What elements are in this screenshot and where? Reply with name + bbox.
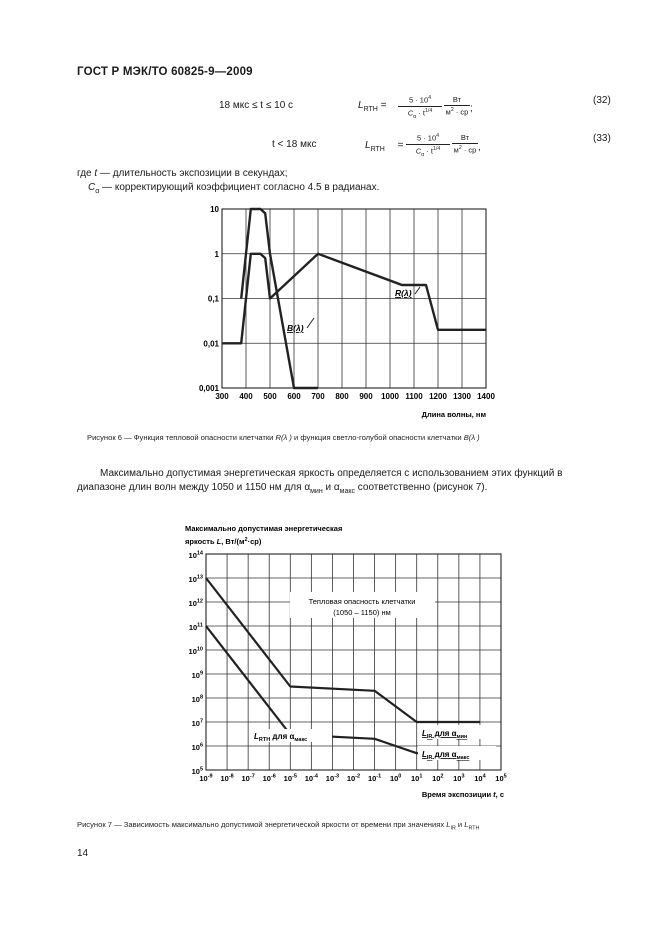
equation-33-number: (33) [593,133,611,144]
figure7-x-tick-label: $10^{-6}$ [262,773,276,783]
figure7-y-tick-label: $10^{11}$ [188,622,203,632]
figure7-y-tick-label: $10^6$ [191,742,203,752]
figure7-label-ir-amax: $L_{IR}$ для $\alpha_{макс}$ [422,750,470,761]
figure6-x-tick-label: 600 [287,392,301,401]
figure6-y-tick-labels [199,205,220,393]
units-denominator: $м^2$ · ср [453,145,477,155]
figure7-annotation-thermal-2: (1050 – 1150) нм [333,608,391,617]
figure7-y-tick-label: $10^{13}$ [188,574,203,584]
figure7-x-tick-label: $10^{-3}$ [325,773,340,783]
figure6-label-r-leader [415,287,420,294]
figure6-x-tick-label: 400 [239,392,253,401]
figure7-y-tick-label: $10^7$ [191,718,203,728]
figure7-x-tick-labels [199,774,506,784]
figure6-x-tick-label: 1300 [453,392,471,401]
equation-32-fraction-units [444,95,470,117]
body-text-line-2: диапазоне длин волн между 1050 и 1150 нм для $\alpha_{мин}$ и $\alpha_{макс}$ соответственно (рисунок 7). [77,482,488,495]
equation-33-condition: t < 18 мкс [272,139,317,150]
equation-33-punct: , [478,142,481,153]
lhs-sub: RTH [363,106,378,113]
figure7-x-tick-label: $10^{-8}$ [220,773,234,783]
fraction-numerator: $5 \cdot 10^4$ [398,95,442,107]
figure7-y-tick-label: $10^8$ [191,694,203,704]
equation-33-fraction-units [452,133,478,155]
units-numerator: Вт [452,133,478,144]
figure7-x-tick-label: $10^{-4}$ [304,773,318,783]
equation-32-number: (32) [593,95,611,106]
figure6-x-axis-label: Длина волны, нм [421,410,486,419]
figure7-x-tick-label: $10^3$ [453,773,465,783]
equation-32-fraction-left [398,95,442,120]
figure6-label-b: B(λ) [287,323,304,333]
figure6-x-tick-label: 500 [263,392,277,401]
equals-sign: = [397,140,404,151]
figure6-label-b-leader [307,318,314,328]
figure6-x-tick-label: 700 [311,392,325,401]
figure7-y-tick-label: $10^5$ [191,766,203,776]
figure7-x-tick-label: $10^1$ [411,773,423,783]
figure7-x-tick-label: $10^{-7}$ [241,773,255,783]
figure6-x-tick-labels [215,392,495,401]
figure7-y-tick-label: $10^9$ [191,670,203,680]
figure6-x-tick-label: 300 [215,392,229,401]
lhs-symbol: L [365,140,371,151]
figure6-chart [190,203,500,425]
fraction-denominator: $C_\alpha \cdot t^{1/4}$ [415,145,441,158]
fraction-numerator: $5 \cdot 10^4$ [406,133,450,145]
document-header: ГОСТ Р МЭК/ТО 60825-9—2009 [77,66,253,78]
figure6-x-tick-label: 1000 [381,392,399,401]
figure7-x-axis-label: Время экспозиции t, с [421,790,504,799]
figure7-label-rth-amax: $L_{RTH}$ для $\alpha_{макс}$ [254,732,308,743]
figure6-y-tick-label: 0,1 [207,294,219,304]
figure7-x-tick-label: $10^{-9}$ [199,773,213,783]
figure7-caption: Рисунок 7 — Зависимость максимально допустимой энергетической яркости от времени при значениях $L_{IR}$ и $L_{RTH}$ [77,820,480,832]
figure6-x-tick-label: 1100 [405,392,423,401]
equation-33-lhs [365,140,403,153]
lhs-symbol: L [358,100,364,111]
equation-32-condition: 18 мкс ≤ t ≤ 10 с [219,100,294,111]
fraction-denominator: $C_\alpha \cdot t^{1/4}$ [407,107,433,120]
figure7-annotation-thermal-1: Тепловая опасность клетчатки [308,597,416,606]
figure7-x-tick-label: $10^0$ [389,773,402,783]
page-number: 14 [77,848,89,859]
units-numerator: Вт [444,95,470,106]
where-line-2: $C_\alpha$ — корректирующий коэффициент согласно 4.5 в радианах. [88,182,380,195]
figure7-x-tick-label: $10^{-1}$ [367,773,382,783]
figure7-x-tick-label: $10^4$ [474,773,486,783]
figure6-y-tick-label: 1 [214,249,219,259]
figure7-y-title-line-1: Максимально допустимая энергетическая [185,524,343,533]
figure7-chart [170,520,522,802]
figure6-x-tick-label: 900 [359,392,373,401]
equals-sign: = [380,100,387,111]
figure6-label-r: R(λ) [395,288,412,298]
figure6-caption: Рисунок 6 — Функция тепловой опасности клетчатки R(λ ) и функция светло-голубой опасности клетчатки B(λ ) [87,433,480,442]
figure6-y-tick-label: 0,001 [198,384,219,393]
lhs-sub: RTH [370,146,385,153]
figure7-x-tick-label: $10^2$ [432,773,444,783]
figure6-x-tick-label: 800 [335,392,349,401]
figure7-x-tick-label: $10^5$ [495,773,507,783]
figure6-y-tick-label: 0,01 [203,339,219,349]
equation-33-fraction-left [406,133,450,158]
figure7-y-tick-label: $10^{10}$ [188,646,203,656]
units-denominator: $м^2$ · ср [445,107,469,117]
figure6-x-tick-label: 1200 [429,392,447,401]
figure7-y-title-line-2: яркость L, $Вт/(м^2\cdot ср)$ [185,537,262,546]
figure7-x-tick-label: $10^{-2}$ [346,773,361,783]
equation-32-punct: ; [470,103,473,114]
figure6-x-tick-label: 1400 [477,392,495,401]
figure7-y-tick-label: $10^{12}$ [188,598,203,608]
figure7-x-tick-label: $10^{-5}$ [283,773,297,783]
where-line-1: где t — длительность экспозиции в секундах; [77,168,288,179]
figure7-y-tick-label: $10^{14}$ [188,550,203,560]
figure6-grid [222,209,486,388]
figure7-y-tick-labels [189,551,204,777]
equation-32-lhs [358,100,386,113]
body-text-line-1: Максимально допустимая энергетическая яркость определяется с использованием этих функций в [100,468,563,479]
figure6-y-tick-label: 10 [210,205,219,214]
figure7-label-ir-amin: $L_{IR}$ для $\alpha_{мин}$ [422,729,468,740]
